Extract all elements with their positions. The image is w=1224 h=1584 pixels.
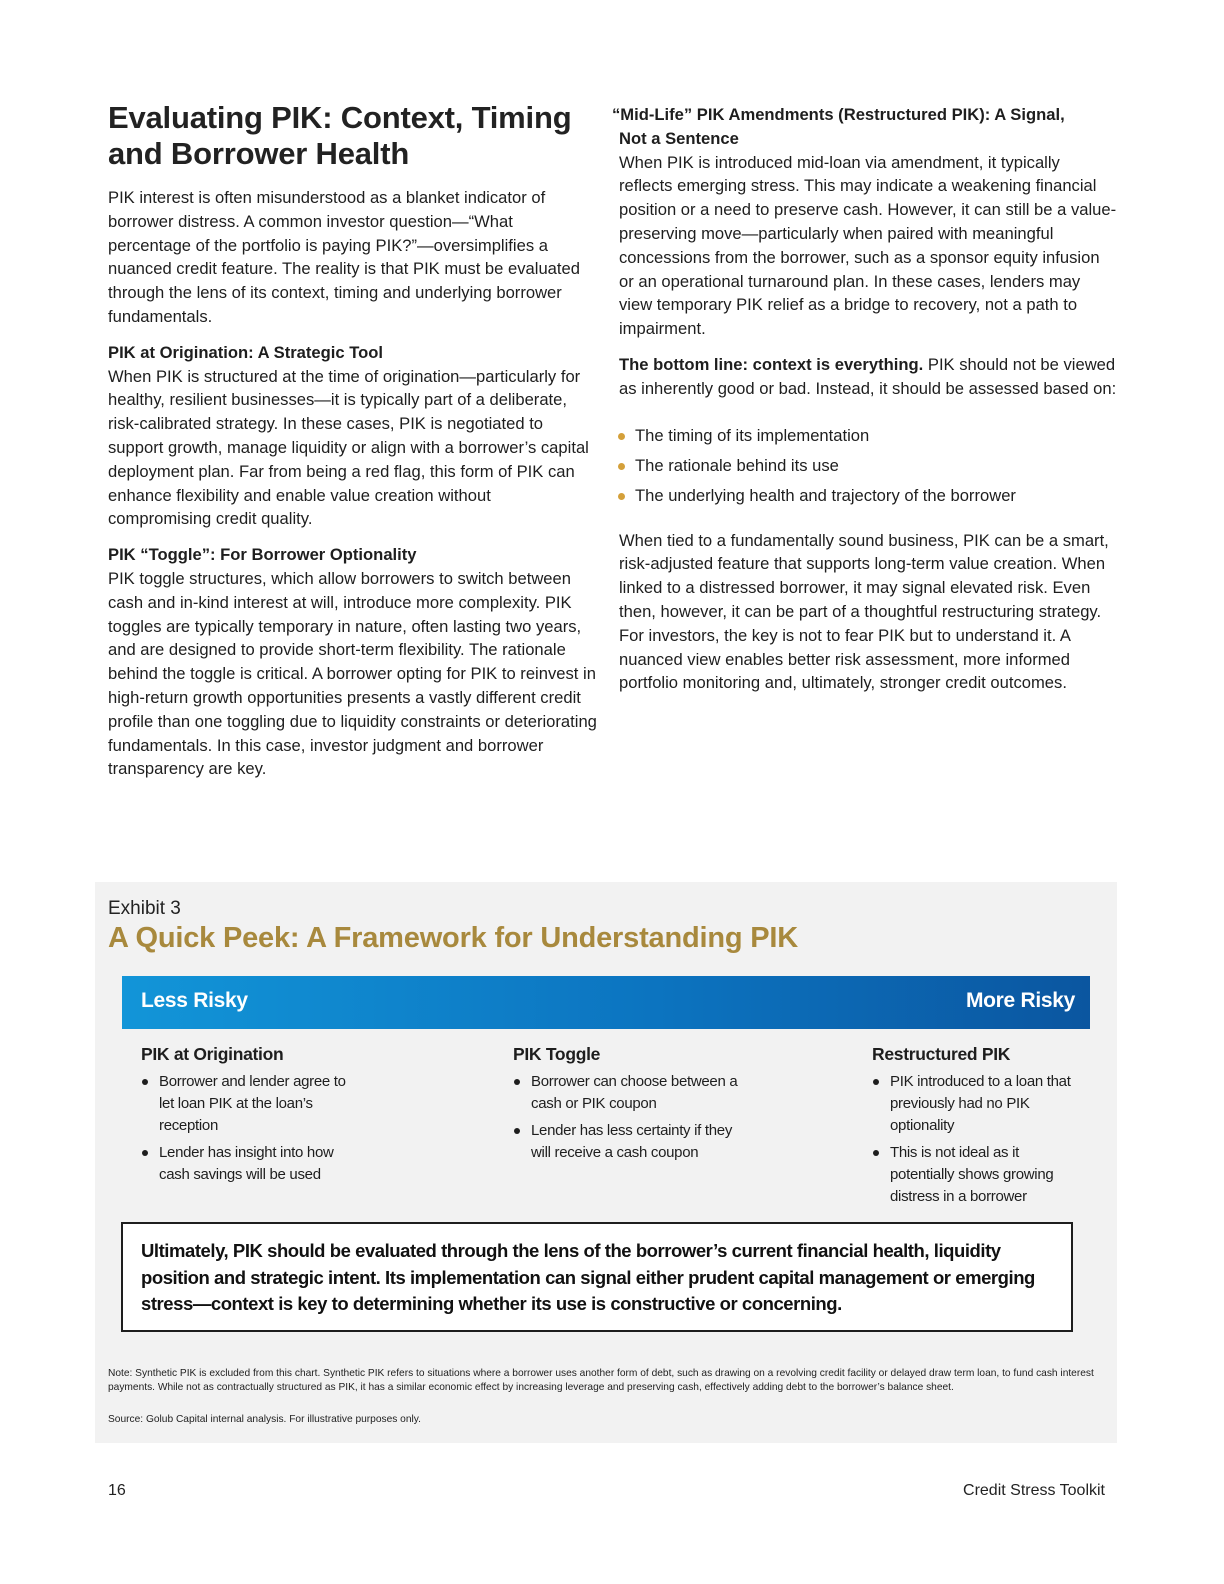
exhibit-source: Source: Golub Capital internal analysis. For illustrative purposes only. (108, 1414, 421, 1425)
list-item: Borrower can choose between a cash or PIK coupon (513, 1071, 743, 1115)
list-item: This is not ideal as it potentially shows growing distress in a borrower (872, 1142, 1087, 1208)
list-item: Lender has less certainty if they will receive a cash coupon (513, 1120, 743, 1164)
toggle-paragraph: PIK toggle structures, which allow borrowers to switch between cash and in-kind interest at will, introduce more complexity. PIK toggles are typically temporary in nature, often lasting two years, and are designed to provide short-term flexibility. The rationale behind the toggle is critical. A borrower opting for PIK to reinvest in high-return growth opportunities presents a vastly different credit profile than one toggling due to liquidity constraints or deteriorating fundamentals. In this case, investor judgment and borrower transparency are key. (108, 568, 597, 779)
framework-heading: PIK at Origination (141, 1044, 284, 1064)
risk-gradient-bar (122, 976, 1090, 1029)
exhibit-note: Note: Synthetic PIK is excluded from this chart. Synthetic PIK refers to situations where a borrower uses another form of debt, such as drawing on a revolving credit facility or delayed draw term loan, to fund cash interest payments. While not as contractually structured as PIK, it has a similar economic effect by increasing leverage and preserving cash, effectively adding debt to the borrower’s balance sheet. (108, 1368, 1094, 1393)
footer-document-title: Credit Stress Toolkit (963, 1482, 1105, 1499)
exhibit-panel (95, 882, 1117, 1443)
framework-column-toggle (513, 1044, 743, 1169)
closing-paragraph: When tied to a fundamentally sound business, PIK can be a smart, risk-adjusted feature that supports long-term value creation. When linked to a distressed borrower, it may signal elevated risk. Even then, however, it can be part of a thoughtful restructuring strategy. For investors, the key is not to fear PIK but to understand it. A nuanced view enables better risk assessment, more informed portfolio monitoring and, ultimately, stronger credit outcomes. (619, 530, 1109, 693)
origination-paragraph: When PIK is structured at the time of origination—particularly for healthy, resilient businesses—it is typically part of a deliberate, risk-calibrated strategy. In these cases, PIK is negotiated to support growth, manage liquidity or align with a borrower’s capital deployment plan. Far from being a red flag, this form of PIK can enhance flexibility and enable value creation without compromising credit quality. (108, 366, 589, 529)
list-item: PIK introduced to a loan that previously had no PIK optionality (872, 1071, 1087, 1137)
page-number: 16 (108, 1482, 126, 1499)
more-risky-label: More Risky (965, 989, 1075, 1012)
assessment-bullet-list (612, 421, 1117, 511)
list-item: The timing of its implementation (618, 421, 1117, 451)
bottom-line-paragraph (612, 353, 1117, 401)
bottom-line-bold: The bottom line: context is everything. (619, 354, 924, 374)
framework-column-origination (141, 1044, 356, 1191)
left-column (108, 100, 598, 781)
framework-heading: PIK Toggle (513, 1044, 601, 1064)
bottom-line-rest: PIK should not be viewed as inherently good or bad. Instead, it should be assessed based on: (619, 354, 1117, 398)
midlife-heading-line1: “Mid-Life” PIK Amendments (Restructured PIK): A Signal, (612, 105, 1065, 124)
midlife-paragraph: When PIK is introduced mid-loan via amendment, it typically reflects emerging stress. This may indicate a weakening financial position or a need to preserve cash. However, it can still be a value-preserving move—particularly when paired with meaningful concessions from the borrower, such as a sponsor equity infusion or an operational turnaround plan. In these cases, lenders may view temporary PIK relief as a bridge to recovery, not a path to impairment. (619, 152, 1117, 339)
origination-heading: PIK at Origination: A Strategic Tool (108, 342, 384, 362)
midlife-heading (612, 103, 1117, 151)
toggle-heading: PIK “Toggle”: For Borrower Optionality (108, 545, 417, 565)
less-risky-label: Less Risky (141, 989, 248, 1012)
framework-column-restructured (872, 1044, 1087, 1213)
list-item: Lender has insight into how cash savings will be used (141, 1142, 356, 1186)
framework-heading: Restructured PIK (872, 1044, 1011, 1064)
midlife-heading-line2: Not a Sentence (619, 128, 739, 148)
conclusion-box: Ultimately, PIK should be evaluated through the lens of the borrower’s current financial health, liquidity position and strategic intent. Its implementation can signal either prudent capital management or emerging stress—context is key to determining whether its use is constructive or concerning. (121, 1222, 1073, 1332)
list-item: Borrower and lender agree to let loan PIK at the loan’s reception (141, 1071, 356, 1137)
page-title: Evaluating PIK: Context, Timing and Borrower Health (108, 100, 572, 171)
intro-paragraph: PIK interest is often misunderstood as a blanket indicator of borrower distress. A common investor question—“What percentage of the portfolio is paying PIK?”—oversimplifies a nuanced credit feature. The reality is that PIK must be evaluated through the lens of its context, timing and underlying borrower fundamentals. (108, 188, 580, 326)
list-item: The underlying health and trajectory of the borrower (618, 481, 1117, 511)
right-column (612, 103, 1117, 695)
exhibit-label: Exhibit 3 (108, 898, 181, 919)
list-item: The rationale behind its use (618, 451, 1117, 481)
exhibit-title: A Quick Peek: A Framework for Understanding PIK (108, 922, 798, 954)
